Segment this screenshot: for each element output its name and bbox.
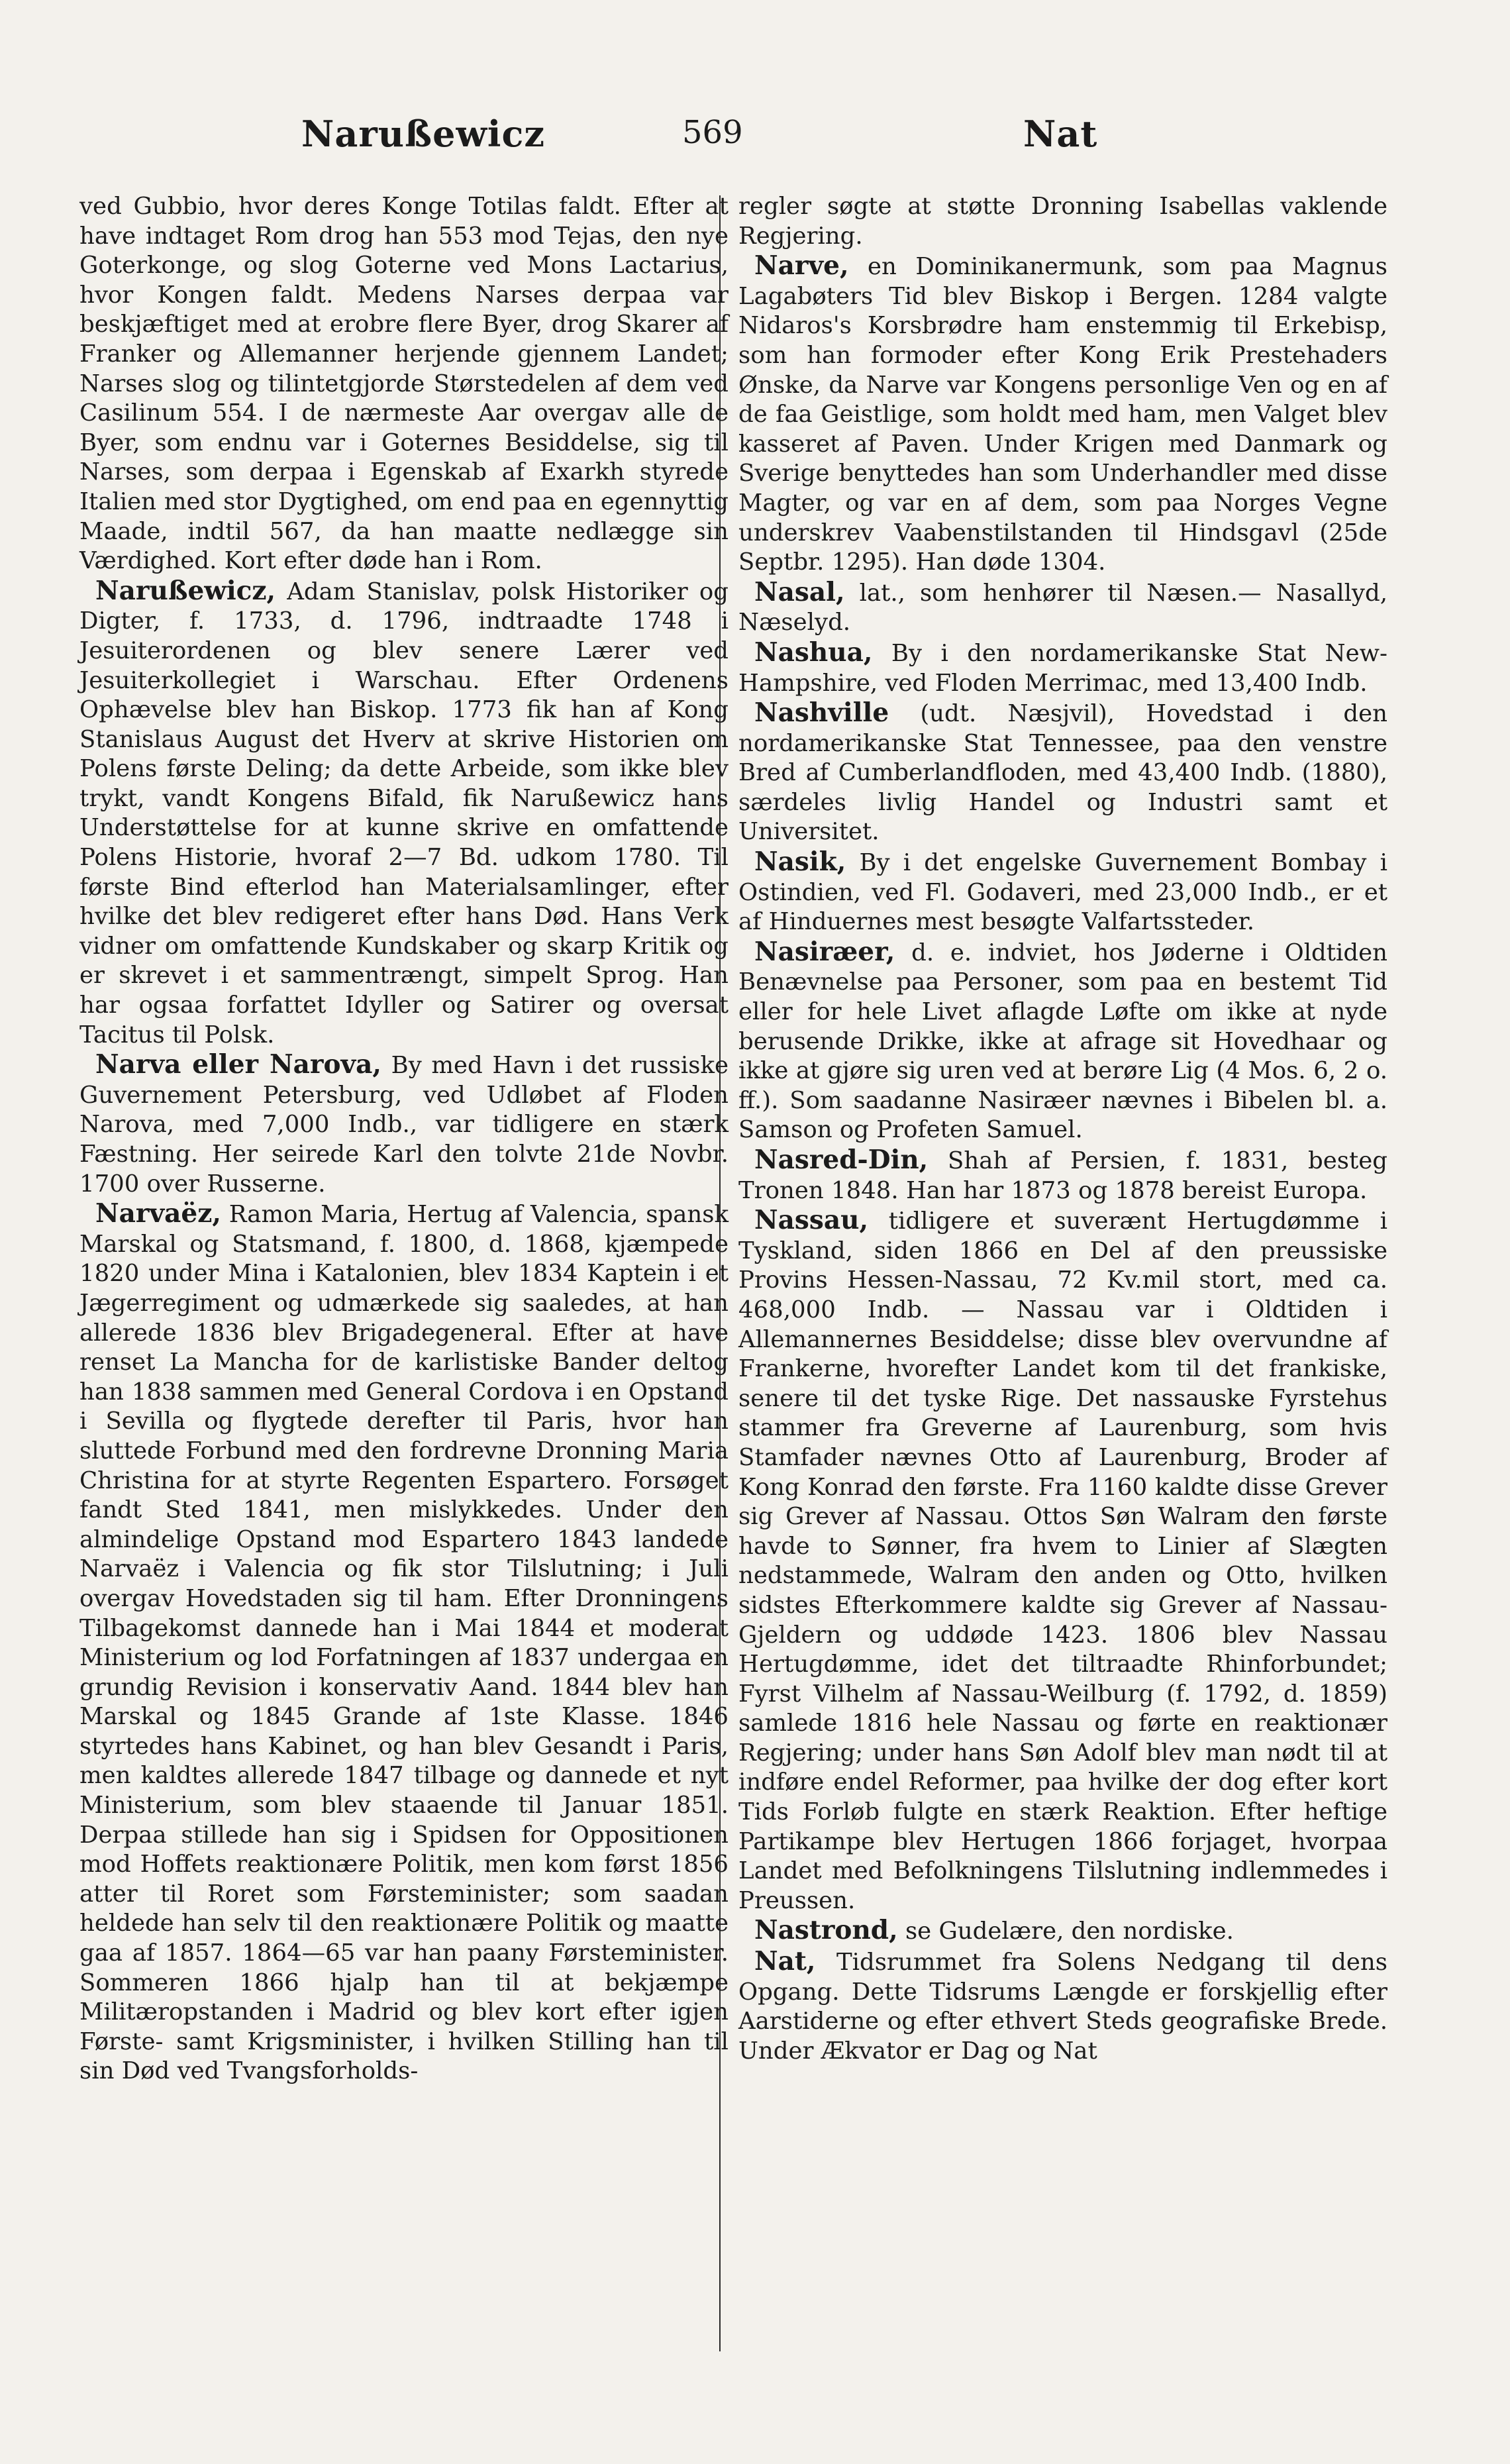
left-column [79,192,729,2086]
entry-term: Narvaëz, [95,1198,221,1229]
entry-term: Nasiræer, [754,936,895,967]
entry-term: Narva eller Narova, [95,1049,382,1080]
entry-nasal [738,578,1387,638]
entry-nasred-din [738,1145,1387,1206]
entry-term: Nassau, [754,1205,869,1236]
entry-text: By med Havn i det russiske Guvernement Petersburg, ved Udløbet af Floden Narova, med 7,000 Indb., var tidligere en stærk Fæstning. Her seirede Karl den tolvte 21de Novbr. 1700 over Russerne. [79,1052,729,1198]
entry-text: Shah af Persien, f. 1831, besteg Tronen 1848. Han har 1873 og 1878 bereist Europa. [738,1147,1387,1204]
entry-nasik [738,847,1387,937]
entry-narvaez-continued [738,192,1387,251]
entry-term: Nasik, [754,847,846,878]
entry-term: Nashville [754,697,889,729]
entry-narvaez [79,1199,729,2086]
entry-narve [738,251,1387,578]
entry-nastrond [738,1916,1387,1947]
entry-text: By i den nordamerikanske Stat New-Hampshire, ved Floden Merrimac, med 13,400 Indb. [738,639,1387,697]
entry-term: Nashua, [754,637,873,668]
entry-term: Narve, [754,250,849,282]
entry-text: regler søgte at støtte Dronning Isabellas vaklende Regjering. [738,193,1387,250]
entry-term: Nat, [754,1946,816,1977]
right-running-headword: Nat [1023,113,1098,155]
entry-text: lat., som henhører til Næsen.— Nasallyd, Næselyd. [738,579,1387,637]
entry-text: en Dominikanermunk, som paa Magnus Lagabøters Tid blev Biskop i Bergen. 1284 valgte Nidaros's Korsbrødre ham enstemmig til Erkebisp, som han formoder efter Kong Erik Prestehaders Ønske, da Narve var Kongens personlige Ven og en af de faa Geistlige, som holdt med ham, men Valget blev kasseret af Paven. Under Krigen med Danmark og Sverige benyttedes han som Underhandler med disse Magter, og var en af dem, som paa Norges Vegne underskrev Vaabenstilstanden til Hindsgavl (25de Septbr. 1295). Han døde 1304. [738,253,1387,576]
page-header [0,113,1510,172]
entry-text: se Gudelære, den nordiske. [897,1918,1234,1945]
left-running-headword: Narußewicz [301,113,545,155]
entry-text: Adam Stanislav, polsk Historiker og Digter, f. 1733, d. 1796, indtraadte 1748 i Jesuiterordenen og blev senere Lærer ved Jesuiterkollegiet i Warschau. Efter Ordenens Ophævelse blev han Biskop. 1773 fik han af Kong Stanislaus August det Hverv at skrive Historien om Polens første Deling; da dette Arbeide, som ikke blev trykt, vandt Kongens Bifald, fik Narußewicz hans Understøttelse for at kunne skrive en omfattende Polens Historie, hvoraf 2—7 Bd. udkom 1780. Til første Bind efterlod han Materialsamlinger, efter hvilke det blev redigeret efter hans Død. Hans Verk vidner om omfattende Kundskaber og skarp Kritik og er skrevet i et sammentrængt, simpelt Sprog. Han har ogsaa forfattet Idyller og Satirer og oversat Tacitus til Polsk. [79,578,729,1049]
entry-term: Nasal, [754,576,845,607]
entry-text: (udt. Næsjvil), Hovedstad i den nordamerikanske Stat Tennessee, paa den venstre Bred af Cumberlandfloden, med 43,400 Indb. (1880), særdeles livlig Handel og Industri samt et Universitet. [738,700,1387,846]
entry-nassau [738,1206,1387,1916]
entry-term: Nasred-Din, [754,1145,929,1175]
page-number: 569 [682,114,743,151]
entry-text: ved Gubbio, hvor deres Konge Totilas faldt. Efter at have indtaget Rom drog han 553 mod Tejas, den nye Goterkonge, og slog Goterne ved Mons Lactarius, hvor Kongen faldt. Medens Narses derpaa var beskjæftiget med at erobre flere Byer, drog Skarer af Franker og Allemanner herjende gjennem Landet; Narses slog og tilintetgjorde Størstedelen af dem ved Casilinum 554. I de nærmeste Aar overgav alle de Byer, som endnu var i Goternes Besiddelse, sig til Narses, som derpaa i Egenskab af Exarkh styrede Italien med stor Dygtighed, om end paa en egennyttig Maade, indtil 567, da han maatte nedlægge sin Værdighed. Kort efter døde han i Rom. [79,193,729,575]
entry-term: Narußewicz, [95,575,276,606]
entry-nasiraeer [738,937,1387,1145]
entry-narusewicz [79,576,729,1051]
entry-nashua [738,638,1387,698]
entry-text: Ramon Maria, Hertug af Valencia, spansk Marskal og Statsmand, f. 1800, d. 1868, kjæmpede 1820 under Mina i Katalonien, blev 1834 Kaptein i et Jægerregiment og udmærkede sig saaledes, at han allerede 1836 blev Brigadegeneral. Efter at have renset La Mancha for de karlistiske Bander deltog han 1838 sammen med General Cordova i en Opstand i Sevilla og flygtede derefter til Paris, hvor han sluttede Forbund med den fordrevne Dronning Maria Christina for at styrte Regenten Espartero. Forsøget fandt Sted 1841, men mislykkedes. Under den almindelige Opstand mod Espartero 1843 landede Narvaëz i Valencia og fik stor Tilslutning; i Juli overgav Hovedstaden sig til ham. Efter Dronningens Tilbagekomst dannede han i Mai 1844 et moderat Ministerium og lod Forfatningen af 1837 undergaa en grundig Revision i konservativ Aand. 1844 blev han Marskal og 1845 Grande af 1ste Klasse. 1846 styrtedes hans Kabinet, og han blev Gesandt i Paris, men kaldtes allerede 1847 tilbage og dannede et nyt Ministerium, som blev staaende til Januar 1851. Derpaa stillede han sig i Spidsen for Oppositionen mod Hoffets reaktionære Politik, men kom først 1856 atter til Roret som Førsteminister; som saadan heldede han selv til den reaktionære Politik og maatte gaa af 1857. 1864—65 var han paany Førsteminister. Sommeren 1866 hjalp han til at bekjæmpe Militæropstanden i Madrid og blev kort efter igjen Første- samt Krigsminister, i hvilken Stilling han til sin Død ved Tvangsforholds- [79,1201,729,2085]
entry-text: d. e. indviet, hos Jøderne i Oldtiden Benævnelse paa Personer, som paa en bestemt Tid eller for hele Livet aflagde Løfte om ikke at nyde berusende Drikke, ikke at afrage sit Hovedhaar og ikke at gjøre sig uren ved at berøre Lig (4 Mos. 6, 2 o. ff.). Som saadanne Nasiræer nævnes i Bibelen bl. a. Samson og Profeten Samuel. [738,939,1387,1144]
entry-nashville [738,698,1387,847]
entry-text: By i det engelske Guvernement Bombay i Ostindien, ved Fl. Godaveri, med 23,000 Indb., er et af Hinduernes mest besøgte Valfartssteder. [738,849,1387,936]
right-column [738,192,1387,2066]
entry-narses-continued [79,192,729,576]
entry-nat [738,1947,1387,2066]
entry-narva [79,1050,729,1199]
entry-text: tidligere et suverænt Hertugdømme i Tyskland, siden 1866 en Del af den preussiske Provins Hessen-Nassau, 72 Kv.mil stort, med ca. 468,000 Indb. — Nassau var i Oldtiden i Allemannernes Besiddelse; disse blev overvundne af Frankerne, hvorefter Landet kom til det frankiske, senere til det tyske Rige. Det nassauske Fyrstehus stammer fra Greverne af Laurenburg, som hvis Stamfader nævnes Otto af Laurenburg, Broder af Kong Konrad den første. Fra 1160 kaldte disse Grever sig Grever af Nassau. Ottos Søn Walram den første havde to Sønner, fra hvem to Linier af Slægten nedstammede, Walram den anden og Otto, hvilken sidstes Efterkommere kaldte sig Grever af Nassau-Gjeldern og uddøde 1423. 1806 blev Nassau Hertugdømme, idet det tiltraadte Rhinforbundet; Fyrst Vilhelm af Nassau-Weilburg (f. 1792, d. 1859) samlede 1816 hele Nassau og førte en reaktionær Regjering; under hans Søn Adolf blev man nødt til at indføre endel Reformer, paa hvilke der dog efter kort Tids Forløb fulgte en stærk Reaktion. Efter heftige Partikampe blev Hertugen 1866 forjaget, hvorpaa Landet med Befolkningens Tilslutning indlemmedes i Preussen. [738,1207,1387,1914]
entry-text: Tidsrummet fra Solens Nedgang til dens Opgang. Dette Tidsrums Længde er forskjellig efter Aarstiderne og efter ethvert Steds geografiske Brede. Under Ækvator er Dag og Nat [738,1949,1387,2065]
entry-term: Nastrond, [754,1915,898,1946]
